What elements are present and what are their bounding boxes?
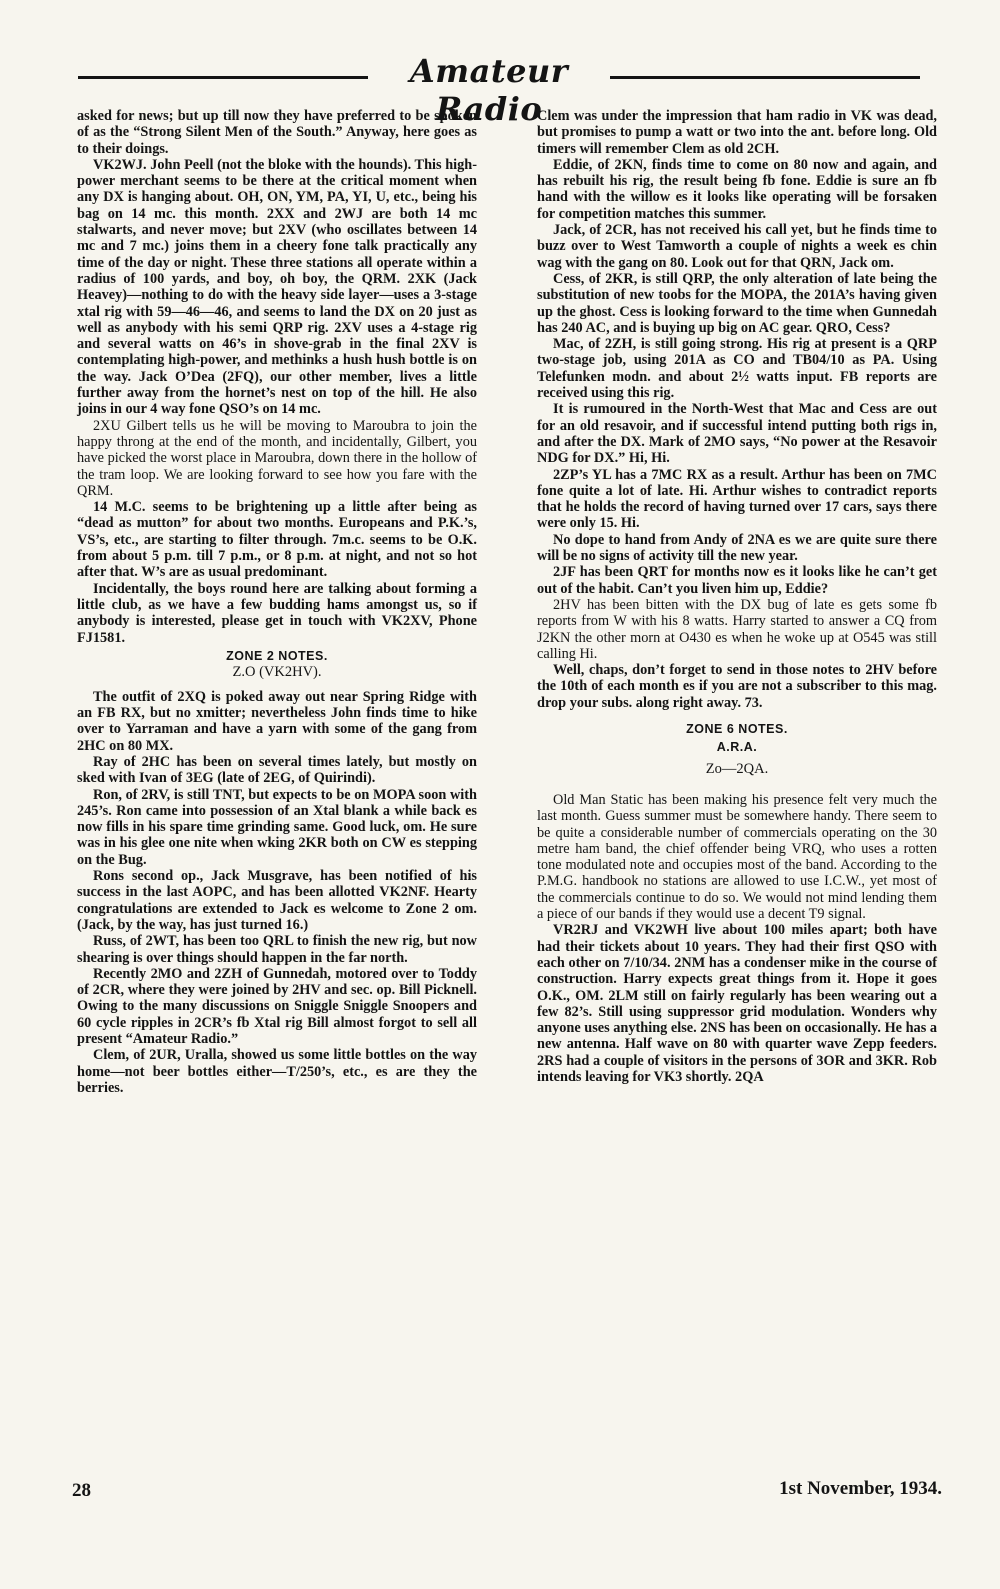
left-column — [77, 108, 477, 1096]
magazine-title: Amateur Radio — [409, 52, 569, 128]
masthead — [78, 52, 920, 128]
zone2-subheading: Z.O (VK2HV). — [232, 663, 322, 680]
header-rule-left — [78, 76, 368, 79]
paragraph: 2JF has been QRT for months now es it looks like he can’t get out of the habit. Can’t you liven him up, Eddie? — [537, 564, 937, 597]
paragraph: Old Man Static has been making his presence felt very much the last month. Guess summer must be somewhere handy. There seem to be quite a considerable number of commercials operating on the 30 metre ham band, the chief offender being VRQ, who uses a rotten tone modulated note and occupies most of the band. According to the P.M.G. handbook no stations are allowed to use I.C.W., yet most of the commercials continue to do so. We would not mind lending them a piece of our bands if they would use a decent T9 signal. — [537, 791, 937, 923]
header-rule-right — [610, 76, 920, 79]
paragraph: Well, chaps, don’t forget to send in those notes to 2HV before the 10th of each month es if you are not a subscriber to this mag. drop your subs. along right away. 73. — [537, 662, 937, 711]
paragraph: The outfit of 2XQ is poked away out near Spring Ridge with an FB RX, but no xmitter; nevertheless John finds time to hike over to Yarraman and have a yarn with some of the gang from 2HC on 80 MX. — [77, 688, 477, 754]
paragraph: Cess, of 2KR, is still QRP, the only alteration of late being the substitution of new toobs for the MOPA, the 201A’s having given up the ghost. Cess is looking forward to the time when Gunnedah has 240 AC, and is buying up big on AC gear. QRO, Cess? — [537, 270, 937, 336]
paragraph: Clem was under the impression that ham radio in VK was dead, but promises to pump a watt or two into the ant. before long. Old timers will remember Clem as old 2CH. — [537, 108, 937, 157]
paragraph: 2HV has been bitten with the DX bug of late es gets some fb reports from W with his 8 watts. Harry started to answer a CQ from J2KN the other morn at O430 es when he woke up at O545 was still calling Hi. — [537, 596, 937, 662]
paragraph: No dope to hand from Andy of 2NA es we are quite sure there will be no signs of activity till the new year. — [537, 531, 937, 565]
paragraph: 2ZP’s YL has a 7MC RX as a result. Arthur has been on 7MC fone quite a lot of late. Hi. Arthur wishes to contradict reports that he holds the record of having turned over 17 cars, says there were only 15. Hi. — [537, 466, 937, 532]
paragraph: VK2WJ. John Peell (not the bloke with the hounds). This high-power merchant seems to be there at the critical moment when any DX is hanging about. OH, ON, YM, PA, YI, U, etc., being his bag on 14 mc. this month. 2XX and 2WJ are both 14 mc stalwarts, and never move; but 2XV (who oscillates between 14 mc and 7 mc.) joins them in a cheery fone talk practically any time of the day or night. These three stations all operate within a radius of 100 yards, and boy, oh boy, the QRM. 2XK (Jack Heavey)—nothing to do with the heavy side layer—uses a 3-stage xtal rig with 59—46—46, and seems to land the DX on 20 just as well as anybody with his semi QRP rig. 2XV uses a 4-stage rig and several watts on 46’s in shove-grab in the final 2XV is contemplating high-power, and methinks a hush hush bottle is on the way. Jack O’Dea (2FQ), our other member, lives a little further away from the hornet’s nest on top of the hill. He also joins in our 4 way fone QSO’s on 14 mc. — [77, 156, 477, 418]
paragraph: Ray of 2HC has been on several times lately, but mostly on sked with Ivan of 3EG (late of 2EG, of Quirindi). — [77, 753, 477, 787]
paragraph: It is rumoured in the North-West that Mac and Cess are out for an old resavoir, and if successful intend putting both rigs in, and after the DX. Mark of 2MO says, “No power at the Resavoir NDG for DX.” Hi, Hi. — [537, 401, 937, 467]
paragraph: Clem, of 2UR, Uralla, showed us some little bottles on the way home—not beer bottles either—T/250’s, etc., es are they the berries. — [77, 1047, 477, 1096]
zone2-heading: ZONE 2 NOTES. — [226, 648, 328, 663]
zone6-org: A.R.A. — [716, 739, 758, 754]
issue-date: 1st November, 1934. — [779, 1478, 942, 1499]
paragraph: Jack, of 2CR, has not received his call yet, but he finds time to buzz over to West Tamworth a couple of nights a week es chin wag with the gang on 80. Look out for that QRN, Jack om. — [537, 222, 937, 271]
paragraph: Ron, of 2RV, is still TNT, but expects to be on MOPA soon with 245’s. Ron came into possession of an Xtal blank a while back es now fills in his spare time grinding same. Good luck, om. He sure was in his glee one nite when wking 2KR both on CW es stepping on the Bug. — [77, 786, 477, 868]
paragraph: Russ, of 2WT, has been too QRL to finish the new rig, but now shearing is over things should happen in the far north. — [77, 933, 477, 966]
zone6-heading: ZONE 6 NOTES. — [686, 721, 788, 736]
zone6-subheading: Zo—2QA. — [705, 760, 769, 777]
paragraph: Incidentally, the boys round here are talking about forming a little club, as we have a few budding hams amongst us, so if anybody is interested, please get in touch with VK2XV, Phone FJ1581. — [77, 580, 477, 646]
right-column — [537, 108, 937, 1085]
paragraph: 2XU Gilbert tells us he will be moving to Maroubra to join the happy throng at the end of the month, and incidentally, Gilbert, you have picked the worst place in Maroubra, down there in the hollow of the tram loop. We are looking forward to see how you fare with the QRM. — [77, 417, 477, 499]
paragraph: Recently 2MO and 2ZH of Gunnedah, motored over to Toddy of 2CR, where they were joined by 2HV and sec. op. Bill Picknell. Owing to the many discussions on Sniggle Sniggle Snoopers and 60 cycle ripples in 2CR’s fb Xtal rig Bill almost forgot to sell all present “Amateur Radio.” — [77, 965, 477, 1048]
paragraph: Eddie, of 2KN, finds time to come on 80 now and again, and has rebuilt his rig, the result being fb fone. Eddie is sure an fb hand with the willow es it looks like operating will be forsaken for competition matches this summer. — [537, 156, 937, 222]
paragraph: Rons second op., Jack Musgrave, has been notified of his success in the last AOPC, and has been allotted VK2NF. Hearty congratulations are extended to Jack es welcome to Zone 2 om. (Jack, by the way, has just turned 16.) — [77, 868, 477, 933]
paragraph: 14 M.C. seems to be brightening up a little after being as “dead as mutton” for about two months. Europeans and P.K.’s, VS’s, etc., are starting to filter through. 7m.c. seems to be O.K. from about 5 p.m. till 7 p.m., or 8 p.m. at night, and not so hot after that. W’s are as usual predominant. — [77, 499, 477, 581]
paragraph: Mac, of 2ZH, is still going strong. His rig at present is a QRP two-stage job, using 201A as CO and TB04/10 as PA. Using Telefunken modn. and about 2½ watts input. FB reports are received using this rig. — [537, 336, 937, 402]
paragraph: asked for news; but up till now they have preferred to be spoken of as the “Strong Silent Men of the South.” Anyway, here goes as to their doings. — [77, 108, 477, 157]
page-number: 28 — [72, 1480, 91, 1501]
paragraph: VR2RJ and VK2WH live about 100 miles apart; both have had their tickets about 10 years. They had their first QSO with each other on 7/10/34. 2NM has a condenser mike in the course of construction. Harry expects great things from it. Hope it goes O.K., OM. 2LM still on fairly regularly has been wearing out a few 82’s. Still using suppressor grid modulation. Wonders why anyone uses anything else. 2NS has been on occasionally. He has a new antenna. Half wave on 80 with quarter wave Zepp feeders. 2RS had a couple of visitors in the persons of 3OR and 3KR. Rob intends leaving for VK3 shortly. 2QA — [537, 922, 937, 1086]
